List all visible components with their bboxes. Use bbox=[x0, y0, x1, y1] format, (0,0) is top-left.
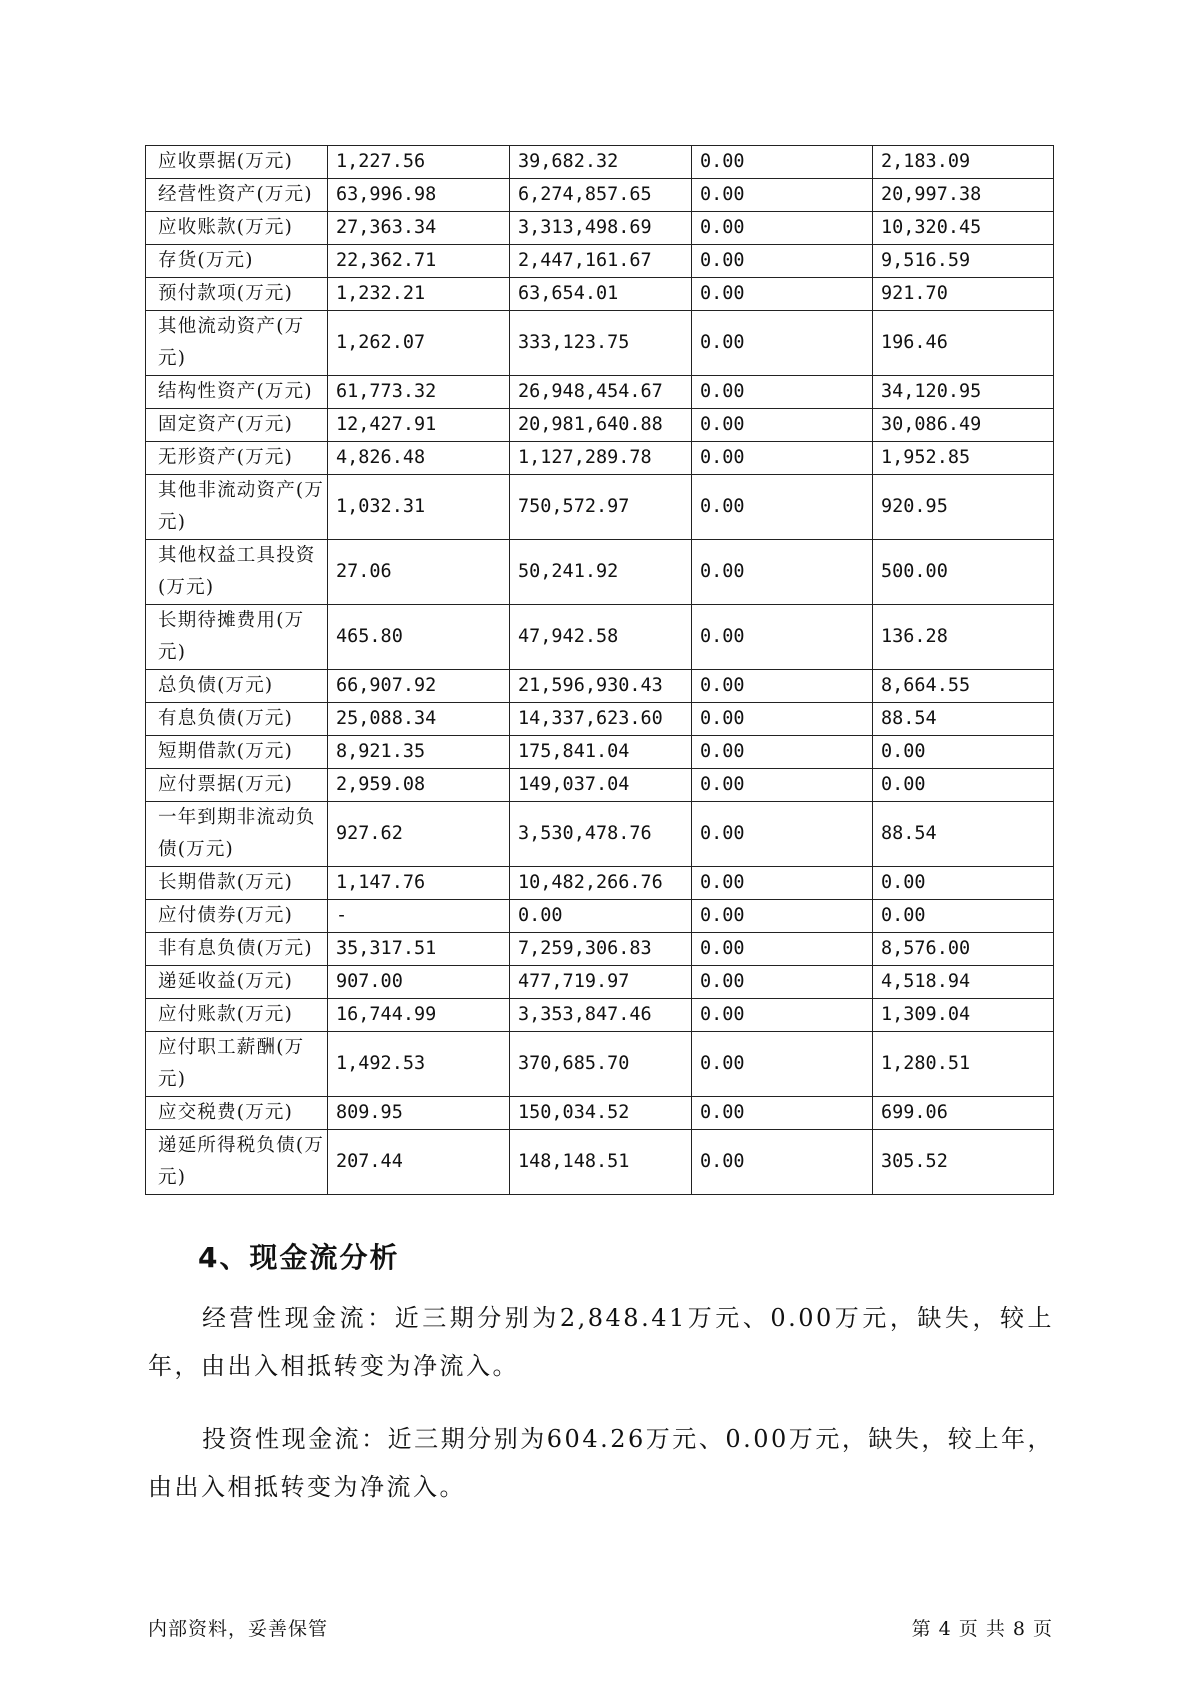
value-cell: 370,685.70 bbox=[510, 1032, 692, 1097]
value-cell: 63,996.98 bbox=[328, 179, 510, 212]
value-cell: 0.00 bbox=[692, 475, 873, 540]
value-cell: 1,952.85 bbox=[873, 442, 1054, 475]
value-cell: 1,280.51 bbox=[873, 1032, 1054, 1097]
table-row bbox=[146, 605, 1054, 670]
value-cell: 8,664.55 bbox=[873, 670, 1054, 703]
row-label-cell: 总负债(万元) bbox=[146, 670, 328, 703]
table-row bbox=[146, 475, 1054, 540]
table-row bbox=[146, 769, 1054, 802]
value-cell: 0.00 bbox=[692, 999, 873, 1032]
value-cell: 27,363.34 bbox=[328, 212, 510, 245]
value-cell: 2,183.09 bbox=[873, 146, 1054, 179]
value-cell: 2,959.08 bbox=[328, 769, 510, 802]
value-cell: 1,262.07 bbox=[328, 311, 510, 376]
value-cell: 500.00 bbox=[873, 540, 1054, 605]
row-label-cell: 一年到期非流动负债(万元) bbox=[146, 802, 328, 867]
value-cell: 0.00 bbox=[692, 867, 873, 900]
row-label-cell: 短期借款(万元) bbox=[146, 736, 328, 769]
value-cell: 20,981,640.88 bbox=[510, 409, 692, 442]
value-cell: 0.00 bbox=[692, 703, 873, 736]
value-cell: 2,447,161.67 bbox=[510, 245, 692, 278]
value-cell: 0.00 bbox=[692, 442, 873, 475]
row-label-cell: 有息负债(万元) bbox=[146, 703, 328, 736]
value-cell: 0.00 bbox=[692, 311, 873, 376]
value-cell: 333,123.75 bbox=[510, 311, 692, 376]
row-label-cell: 经营性资产(万元) bbox=[146, 179, 328, 212]
table-row bbox=[146, 540, 1054, 605]
row-label-cell: 其他权益工具投资(万元) bbox=[146, 540, 328, 605]
table-row bbox=[146, 867, 1054, 900]
value-cell: 88.54 bbox=[873, 802, 1054, 867]
value-cell: 0.00 bbox=[873, 900, 1054, 933]
financial-data-table bbox=[145, 145, 1054, 1195]
value-cell: 1,309.04 bbox=[873, 999, 1054, 1032]
table-row bbox=[146, 376, 1054, 409]
value-cell: 10,482,266.76 bbox=[510, 867, 692, 900]
value-cell: 1,232.21 bbox=[328, 278, 510, 311]
row-label-cell: 存货(万元) bbox=[146, 245, 328, 278]
value-cell: 39,682.32 bbox=[510, 146, 692, 179]
table-body bbox=[146, 146, 1054, 1195]
table-row bbox=[146, 409, 1054, 442]
value-cell: 10,320.45 bbox=[873, 212, 1054, 245]
investing-cash-flow-paragraph: 投资性现金流：近三期分别为604.26万元、0.00万元，缺失，较上年，由出入相抵转变为净流入。 bbox=[148, 1425, 1054, 1501]
row-label-cell: 结构性资产(万元) bbox=[146, 376, 328, 409]
value-cell: 1,147.76 bbox=[328, 867, 510, 900]
value-cell: 12,427.91 bbox=[328, 409, 510, 442]
value-cell: 1,032.31 bbox=[328, 475, 510, 540]
row-label-cell: 递延所得税负债(万元) bbox=[146, 1130, 328, 1195]
row-label-cell: 应交税费(万元) bbox=[146, 1097, 328, 1130]
value-cell: 27.06 bbox=[328, 540, 510, 605]
value-cell: 0.00 bbox=[692, 670, 873, 703]
value-cell: 0.00 bbox=[692, 900, 873, 933]
value-cell: 175,841.04 bbox=[510, 736, 692, 769]
row-label-cell: 其他流动资产(万元) bbox=[146, 311, 328, 376]
value-cell: 3,353,847.46 bbox=[510, 999, 692, 1032]
row-label-cell: 长期借款(万元) bbox=[146, 867, 328, 900]
value-cell: 305.52 bbox=[873, 1130, 1054, 1195]
value-cell: 3,530,478.76 bbox=[510, 802, 692, 867]
value-cell: 7,259,306.83 bbox=[510, 933, 692, 966]
value-cell: 0.00 bbox=[692, 245, 873, 278]
table-row bbox=[146, 1097, 1054, 1130]
table-row bbox=[146, 311, 1054, 376]
table-row bbox=[146, 212, 1054, 245]
value-cell: 0.00 bbox=[692, 1130, 873, 1195]
value-cell: 16,744.99 bbox=[328, 999, 510, 1032]
row-label-cell: 其他非流动资产(万元) bbox=[146, 475, 328, 540]
value-cell: 0.00 bbox=[692, 146, 873, 179]
value-cell: 26,948,454.67 bbox=[510, 376, 692, 409]
value-cell: 63,654.01 bbox=[510, 278, 692, 311]
row-label-cell: 应付票据(万元) bbox=[146, 769, 328, 802]
table-row bbox=[146, 1130, 1054, 1195]
value-cell: 477,719.97 bbox=[510, 966, 692, 999]
value-cell: 0.00 bbox=[692, 1097, 873, 1130]
value-cell: 921.70 bbox=[873, 278, 1054, 311]
value-cell: 8,921.35 bbox=[328, 736, 510, 769]
row-label-cell: 应付账款(万元) bbox=[146, 999, 328, 1032]
value-cell: 9,516.59 bbox=[873, 245, 1054, 278]
row-label-cell: 应付债券(万元) bbox=[146, 900, 328, 933]
table-row bbox=[146, 670, 1054, 703]
row-label-cell: 应收账款(万元) bbox=[146, 212, 328, 245]
value-cell: 927.62 bbox=[328, 802, 510, 867]
row-label-cell: 应收票据(万元) bbox=[146, 146, 328, 179]
table-row bbox=[146, 966, 1054, 999]
value-cell: - bbox=[328, 900, 510, 933]
value-cell: 907.00 bbox=[328, 966, 510, 999]
value-cell: 0.00 bbox=[692, 409, 873, 442]
table-row bbox=[146, 245, 1054, 278]
table-row bbox=[146, 900, 1054, 933]
value-cell: 47,942.58 bbox=[510, 605, 692, 670]
value-cell: 0.00 bbox=[873, 867, 1054, 900]
value-cell: 207.44 bbox=[328, 1130, 510, 1195]
value-cell: 1,127,289.78 bbox=[510, 442, 692, 475]
value-cell: 0.00 bbox=[692, 278, 873, 311]
table-row bbox=[146, 179, 1054, 212]
value-cell: 149,037.04 bbox=[510, 769, 692, 802]
value-cell: 1,227.56 bbox=[328, 146, 510, 179]
footer-confidential-note: 内部资料，妥善保管 bbox=[148, 1618, 329, 1640]
value-cell: 1,492.53 bbox=[328, 1032, 510, 1097]
value-cell: 50,241.92 bbox=[510, 540, 692, 605]
value-cell: 0.00 bbox=[692, 212, 873, 245]
value-cell: 136.28 bbox=[873, 605, 1054, 670]
value-cell: 25,088.34 bbox=[328, 703, 510, 736]
value-cell: 3,313,498.69 bbox=[510, 212, 692, 245]
row-label-cell: 长期待摊费用(万元) bbox=[146, 605, 328, 670]
table-row bbox=[146, 442, 1054, 475]
value-cell: 0.00 bbox=[692, 933, 873, 966]
row-label-cell: 预付款项(万元) bbox=[146, 278, 328, 311]
value-cell: 0.00 bbox=[873, 769, 1054, 802]
value-cell: 699.06 bbox=[873, 1097, 1054, 1130]
value-cell: 6,274,857.65 bbox=[510, 179, 692, 212]
value-cell: 88.54 bbox=[873, 703, 1054, 736]
value-cell: 750,572.97 bbox=[510, 475, 692, 540]
value-cell: 0.00 bbox=[873, 736, 1054, 769]
value-cell: 150,034.52 bbox=[510, 1097, 692, 1130]
table-row bbox=[146, 736, 1054, 769]
value-cell: 0.00 bbox=[692, 1032, 873, 1097]
value-cell: 35,317.51 bbox=[328, 933, 510, 966]
table-row bbox=[146, 933, 1054, 966]
value-cell: 4,518.94 bbox=[873, 966, 1054, 999]
value-cell: 34,120.95 bbox=[873, 376, 1054, 409]
value-cell: 8,576.00 bbox=[873, 933, 1054, 966]
section-heading: 4、现金流分析 bbox=[198, 1241, 400, 1274]
value-cell: 21,596,930.43 bbox=[510, 670, 692, 703]
operating-cash-flow-paragraph: 经营性现金流：近三期分别为2,848.41万元、0.00万元，缺失，较上年，由出入相抵转变为净流入。 bbox=[148, 1304, 1054, 1380]
value-cell: 0.00 bbox=[692, 769, 873, 802]
row-label-cell: 无形资产(万元) bbox=[146, 442, 328, 475]
value-cell: 809.95 bbox=[328, 1097, 510, 1130]
table-row bbox=[146, 802, 1054, 867]
row-label-cell: 递延收益(万元) bbox=[146, 966, 328, 999]
table-row bbox=[146, 999, 1054, 1032]
value-cell: 0.00 bbox=[692, 802, 873, 867]
value-cell: 0.00 bbox=[692, 179, 873, 212]
value-cell: 0.00 bbox=[692, 605, 873, 670]
value-cell: 148,148.51 bbox=[510, 1130, 692, 1195]
value-cell: 30,086.49 bbox=[873, 409, 1054, 442]
value-cell: 61,773.32 bbox=[328, 376, 510, 409]
value-cell: 196.46 bbox=[873, 311, 1054, 376]
value-cell: 0.00 bbox=[692, 736, 873, 769]
value-cell: 14,337,623.60 bbox=[510, 703, 692, 736]
row-label-cell: 非有息负债(万元) bbox=[146, 933, 328, 966]
value-cell: 0.00 bbox=[510, 900, 692, 933]
row-label-cell: 固定资产(万元) bbox=[146, 409, 328, 442]
row-label-cell: 应付职工薪酬(万元) bbox=[146, 1032, 328, 1097]
table-row bbox=[146, 278, 1054, 311]
value-cell: 0.00 bbox=[692, 966, 873, 999]
table-row bbox=[146, 1032, 1054, 1097]
footer-page-number: 第 4 页 共 8 页 bbox=[911, 1618, 1053, 1640]
table-row bbox=[146, 146, 1054, 179]
value-cell: 20,997.38 bbox=[873, 179, 1054, 212]
value-cell: 0.00 bbox=[692, 376, 873, 409]
value-cell: 0.00 bbox=[692, 540, 873, 605]
value-cell: 465.80 bbox=[328, 605, 510, 670]
value-cell: 920.95 bbox=[873, 475, 1054, 540]
value-cell: 22,362.71 bbox=[328, 245, 510, 278]
table-row bbox=[146, 703, 1054, 736]
value-cell: 4,826.48 bbox=[328, 442, 510, 475]
value-cell: 66,907.92 bbox=[328, 670, 510, 703]
